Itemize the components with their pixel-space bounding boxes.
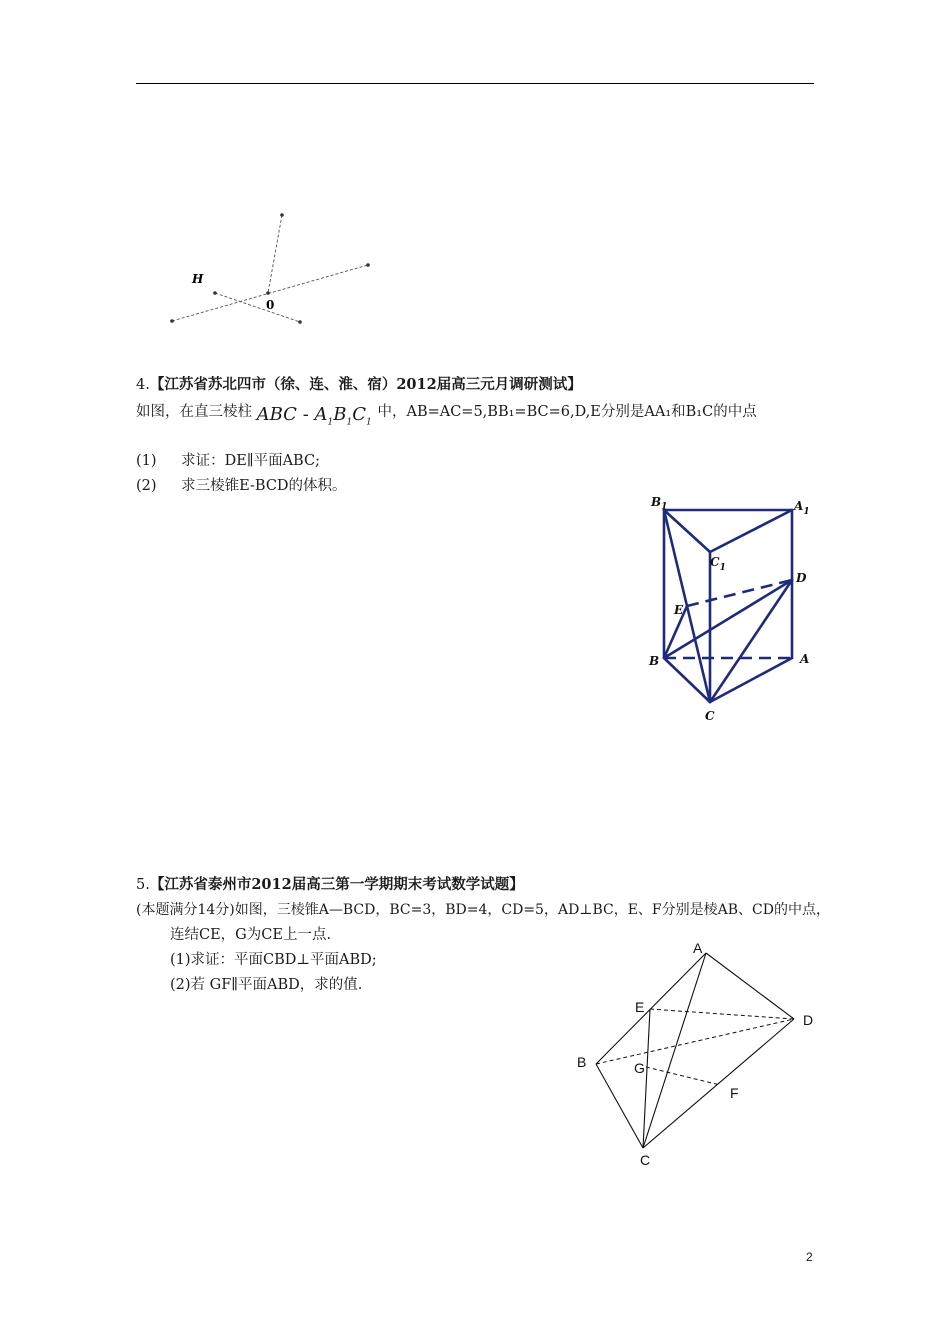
header-rule [136, 83, 814, 84]
edge-a-c [643, 953, 706, 1148]
q4-part2 [136, 477, 347, 495]
q4-part1-num: (1) [136, 453, 157, 469]
q4-stem-prefix: 如图，在直三棱柱 [136, 404, 252, 420]
edge-a-d [706, 953, 794, 1019]
label-b1: $B_1$ [651, 495, 668, 512]
figure-tetrahedron [570, 935, 830, 1175]
q4-heading [136, 376, 582, 394]
edge-c-a [710, 658, 792, 702]
q4-math-prism [256, 404, 378, 428]
label-g: G [634, 1060, 645, 1076]
q5-title: 【江苏省泰州市2012届高三第一学期期末考试数学试题】 [149, 876, 524, 893]
edge-c-e [643, 1009, 650, 1148]
label-c: C [640, 1152, 651, 1168]
q4-stem-suffix: 中，AB=AC=5,BB₁=BC=6,D,E分别是AA₁和B₁C的中点 [377, 404, 757, 420]
q4-part1 [136, 452, 320, 470]
label-e: E [635, 999, 645, 1015]
math-c1: C [352, 404, 366, 425]
edge-b-d-dashed [596, 1019, 794, 1064]
page-number: 2 [806, 1250, 813, 1264]
label-e: E [674, 603, 684, 617]
edge-a-b [596, 953, 706, 1064]
label-b: B [577, 1054, 587, 1070]
point-h [213, 291, 217, 295]
q4-part2-num: (2) [136, 478, 157, 494]
math-a1-sub: 1 [327, 417, 334, 428]
q5-part2: (2)若 GF∥平面ABD，求的值. [170, 977, 363, 993]
point-top [280, 213, 284, 217]
q5-part1: (1)求证：平面CBD⊥平面ABD; [170, 952, 377, 968]
math-abc: ABC [256, 404, 297, 425]
q4-part2-text: 求三棱锥E-BCD的体积。 [181, 478, 347, 494]
math-dash: - [302, 404, 309, 425]
figure-lines-h-o [160, 205, 390, 335]
label-c1: $C_1$ [710, 555, 726, 573]
edge-c-d [643, 1019, 794, 1148]
edge-b1-c1 [664, 510, 710, 552]
label-a: A [800, 652, 810, 666]
figure-prism [640, 492, 825, 727]
math-b1: B [333, 404, 347, 425]
label-d: D [803, 1012, 814, 1028]
label-d: D [796, 571, 807, 585]
label-c: C [705, 709, 715, 723]
q5-stem-line2: 连结CE，G为CE上一点. [170, 927, 332, 943]
math-b1-sub: 1 [346, 417, 353, 428]
math-c1-sub: 1 [366, 417, 372, 428]
q4-part1-text: 求证：DE∥平面ABC; [181, 453, 320, 469]
edge-e-d-dashed [650, 1009, 794, 1019]
point-bottom [298, 320, 302, 324]
line-vertical [268, 215, 282, 293]
point-o [266, 291, 270, 295]
q5-number: 5. [136, 877, 150, 893]
q5-heading [136, 876, 524, 894]
edge-b-c [664, 658, 710, 702]
math-a1: A [314, 404, 328, 425]
edge-g-f-dashed [646, 1067, 720, 1085]
label-f: F [730, 1085, 739, 1101]
edge-c1-a1 [710, 510, 792, 552]
q4-number: 4. [136, 377, 150, 393]
q4-stem [136, 402, 757, 428]
q5-stem-line1: (本题满分14分)如图，三棱锥A—BCD，BC=3，BD=4，CD=5，AD⊥BC，E、F分别是棱AB、CD的中点， [136, 902, 830, 918]
point-right [366, 263, 370, 267]
label-b: B [649, 654, 660, 668]
edge-b-c [596, 1064, 643, 1148]
edge-c-d [710, 580, 792, 702]
label-a: A [693, 940, 703, 956]
line-h [215, 293, 300, 322]
label-a1: $A_1$ [794, 499, 810, 517]
q4-title: 【江苏省苏北四市（徐、连、淮、宿）2012届高三元月调研测试】 [149, 376, 582, 393]
label-o: 0 [266, 298, 275, 312]
point-left [170, 319, 174, 323]
label-h: H [192, 272, 204, 286]
